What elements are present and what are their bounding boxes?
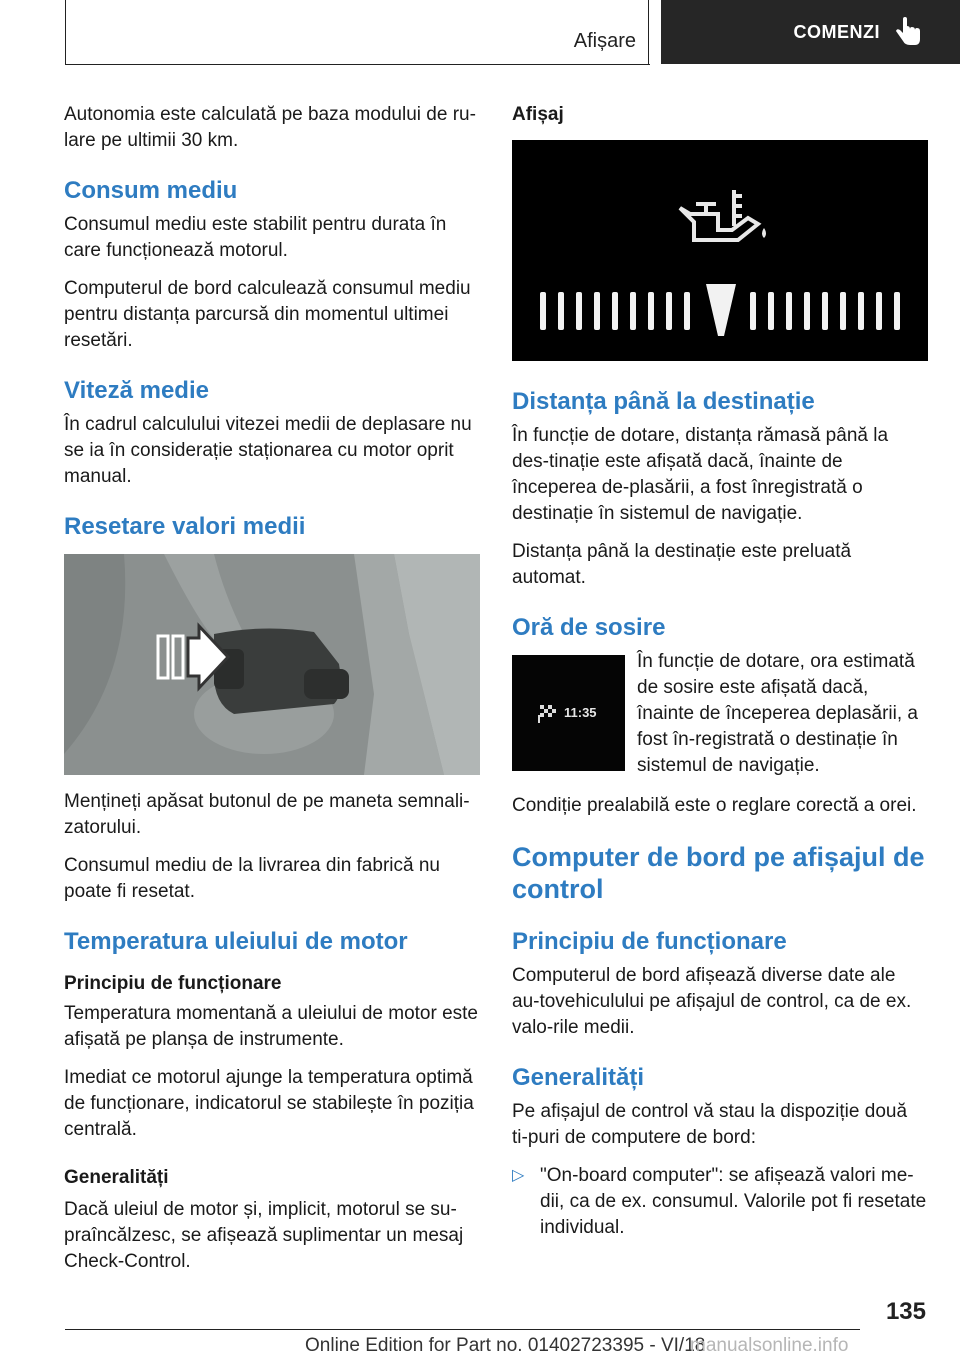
subheading-afisaj: Afișaj [512, 104, 564, 125]
header-right-rule [648, 0, 649, 65]
arrival-time-block [512, 649, 928, 779]
arrival-time-text: 11:35 [564, 705, 597, 720]
left-column [64, 102, 480, 1287]
header-rule [65, 64, 650, 65]
heading-resetare: Resetare valori medii [64, 513, 306, 540]
right-column [512, 102, 928, 1241]
oil-temperature-gauge-illustration [512, 140, 928, 361]
paragraph-resetare-1: Mențineți apăsat butonul de pe maneta semnali-zatorului. [64, 791, 470, 838]
header-chapter-tab [661, 0, 960, 64]
turn-signal-lever-illustration [64, 554, 480, 775]
bullet-text: "On-board computer": se afișează valori me-dii, ca de ex. consumul. Valorile pot fi resetate individual. [540, 1165, 927, 1238]
paragraph-principiu: Computerul de bord afișează diverse date ale au-tovehiculului pe afișajul de control, ca de ex. valo-rile medii. [512, 965, 912, 1038]
heading-computer-bord: Computer de bord pe afișajul de control [512, 842, 925, 904]
triangle-bullet-icon: ▷ [512, 1167, 525, 1184]
heading-viteza-medie: Viteză medie [64, 377, 209, 404]
bullet-item [512, 1163, 928, 1241]
paragraph-viteza: În cadrul calculului vitezei medii de deplasare nu se ia în considerație staționarea cu motor oprit manual. [64, 414, 472, 487]
paragraph-consum-2: Computerul de bord calculează consumul mediu pentru distanța parcursă din momentul ultimei resetări. [64, 278, 471, 351]
paragraph-ora-sosire: În funcție de dotare, ora estimată de sosire este afișată dacă, înainte de începerea deplasării, a fost în-registrată o destinație în sistemul de navigație. [637, 651, 918, 776]
header-left-rule [65, 0, 66, 65]
paragraph-temperatura-2: Imediat ce motorul ajunge la temperatura optimă de funcționare, indicatorul se stabilește în poziția centrală. [64, 1067, 474, 1140]
header-chapter-label: COMENZI [793, 21, 880, 42]
paragraph-generalitati: Pe afișajul de control vă stau la dispoziție două ti-puri de computere de bord: [512, 1101, 908, 1148]
paragraph-conditie: Condiție prealabilă este o reglare corectă a orei. [512, 795, 917, 816]
subheading-principiu: Principiu de funcționare [64, 973, 282, 994]
paragraph-generalitati: Dacă uleiul de motor și, implicit, motorul se su-praîncălzesc, se afișează suplimentar un mesaj Check-Control. [64, 1199, 464, 1272]
paragraph-temperatura-1: Temperatura momentană a uleiului de motor este afișată pe planșa de instrumente. [64, 1003, 479, 1050]
paragraph-consum-1: Consumul mediu este stabilit pentru durata în care funcționează motorul. [64, 214, 447, 261]
heading-distanta: Distanța până la destinație [512, 388, 815, 415]
paragraph-distanta-1: În funcție de dotare, distanța rămasă până la des-tinație este afișată dacă, înainte de începerea de-plasării, a fost înregistrată o destinație în sistemul de navigație. [512, 425, 889, 524]
paragraph-distanta-2: Distanța până la destinație este preluată automat. [512, 541, 852, 588]
footer-rule [65, 1329, 860, 1330]
footer-edition: Online Edition for Part no. 01402723395 - VI/18 [305, 1335, 706, 1356]
heading-temperatura-ulei: Temperatura uleiului de motor [64, 928, 408, 955]
heading-ora-sosire: Oră de sosire [512, 614, 666, 641]
footer-watermark: manualsonline.info [690, 1335, 849, 1356]
hand-pointer-icon [894, 17, 922, 47]
heading-principiu: Principiu de funcționare [512, 928, 787, 955]
heading-consum-mediu: Consum mediu [64, 177, 238, 204]
subheading-generalitati: Generalități [64, 1167, 169, 1188]
header-section-title: Afișare [573, 30, 636, 52]
heading-generalitati: Generalități [512, 1064, 645, 1091]
page-number: 135 [885, 1298, 926, 1325]
paragraph-resetare-2: Consumul mediu de la livrarea din fabrică nu poate fi resetat. [64, 855, 440, 902]
paragraph-autonomie: Autonomia este calculată pe baza modului de ru-lare pe ultimii 30 km. [64, 104, 476, 151]
arrival-time-display-illustration [512, 655, 625, 771]
